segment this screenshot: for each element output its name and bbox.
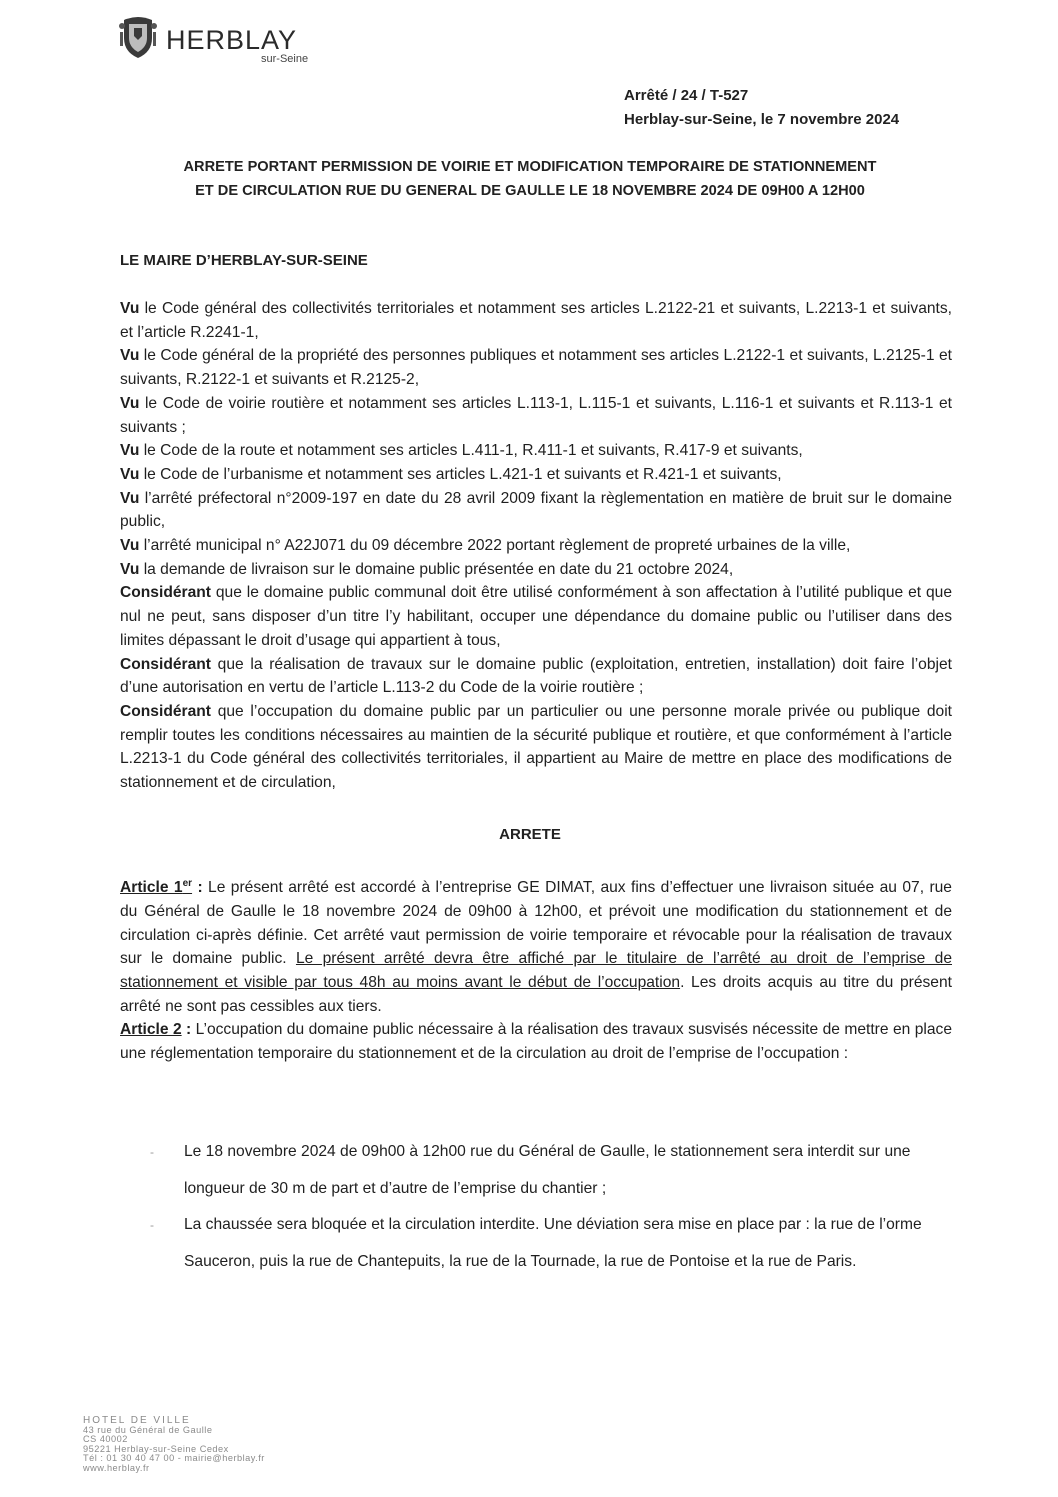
article-2-text: L’occupation du domaine public nécessaire à la réalisation des travaux susvisés nécessite de mettre en place une réglementation temporaire du stationnement et de la circulation au droit de l’emprise de l’occupation : [120,1021,953,1063]
consideration-lead: Vu [120,442,140,460]
consideration-text: le Code général des collectivités territoriales et notamment ses articles L.2122-21 et suivants, L.2213-1 et suivants, et l’article R.2241-1, [120,300,952,341]
decree-reference [624,84,899,132]
footer-line: www.herblay.fr [83,1462,150,1473]
list-item-text: La chaussée sera bloquée et la circulation interdite. Une déviation sera mise en place par : la rue de l’orme Sauceron, puis la rue de Chantepuits, la rue de la Tournade, la rue de Pontoise et la rue de Paris. [184,1216,922,1270]
consideration-item [120,463,952,487]
considerations [120,297,952,795]
consideration-lead: Vu [120,465,140,483]
consideration-item [120,558,952,582]
consideration-text: le Code de voirie routière et notamment ses articles L.113-1, L.115-1 et suivants, L.116-1 et suivants et R.113-1 et suivants ; [120,394,952,436]
list-item [150,1207,952,1280]
consideration-item [120,297,952,344]
consideration-text: que le domaine public communal doit être utilisé conformément à son affectation à l’utilité publique et que nul ne peut, sans disposer d’un titre l’y habilitant, occuper une dépendance du domaine public ou l’utiliser dans des limites dépassant le droit d’usage qui appartient à tous, [120,584,952,649]
consideration-text: l’arrêté préfectoral n°2009-197 en date du 28 avril 2009 fixant la règlementation en matière de bruit sur le domaine public, [120,489,952,531]
consideration-item [120,653,952,700]
logo-subtitle: sur-Seine [261,53,309,65]
decree-title-line-2: ET DE CIRCULATION RUE DU GENERAL DE GAULLE LE 18 NOVEMBRE 2024 DE 09H00 A 12H00 [195,183,865,199]
mayor-heading: LE MAIRE D’HERBLAY-SUR-SEINE [120,252,368,269]
bullet-dash-icon: - [150,1218,154,1232]
list-item-text: Le 18 novembre 2024 de 09h00 à 12h00 rue du Général de Gaulle, le stationnement sera interdit sur une longueur de 30 m de part et d’autre de l’emprise du chantier ; [184,1143,911,1197]
article-1-text: Le présent arrêté est accordé à l’entreprise GE DIMAT, aux fins d’effectuer une livraison située au 07, rue du Général de Gaulle le 18 novembre 2024 de 09h00 à 12h00, et prévoit une modification du stationnement et de circulation ci-après définie. Cet arrêté vaut permission de voirie temporaire et révocable pour la réalisation de travaux sur le domaine public. [120,879,952,968]
footer-line: Tél : 01 30 40 47 00 - mairie@herblay.fr [83,1453,265,1464]
consideration-text: que la réalisation de travaux sur le domaine public (exploitation, entretien, installation) doit faire l’objet d’une autorisation en vertu de l’article L.113-2 du Code de la voirie routière ; [120,655,952,697]
article-2-label: Article 2 [120,1021,182,1039]
consideration-text: la demande de livraison sur le domaine public présentée en date du 21 octobre 2024, [139,560,734,578]
consideration-item [120,581,952,652]
articles [120,872,952,1066]
consideration-text: le Code de la route et notamment ses articles L.411-1, R.411-1 et suivants, R.417-9 et suivants, [139,442,803,460]
footer-address [83,1416,265,1474]
consideration-lead: Vu [120,347,140,365]
crest-icon [118,14,158,60]
consideration-item [120,700,952,795]
decree-number: Arrêté / 24 / T-527 [624,87,749,104]
list-item [150,1134,952,1207]
consideration-item [120,534,952,558]
footer-line: 43 rue du Général de Gaulle [83,1424,213,1435]
article-1-tail: . Les droits acquis au titre du présent arrêté ne sont pas cessibles aux tiers. [120,974,952,1015]
footer-line: HOTEL DE VILLE [83,1415,191,1426]
footer-line: CS 40002 [83,1434,128,1445]
consideration-item [120,344,952,391]
decree-title [120,155,940,203]
article-2-colon: : [181,1021,192,1039]
consideration-lead: Considérant [120,584,211,602]
consideration-item [120,487,952,534]
measures-list [150,1134,952,1280]
decree-place-date: Herblay-sur-Seine, le 7 novembre 2024 [624,111,900,128]
consideration-item [120,392,952,439]
consideration-item [120,439,952,463]
consideration-lead: Considérant [120,655,211,673]
consideration-lead: Vu [120,560,140,578]
logo-name: HERBLAY [166,25,298,55]
article-2 [120,1018,952,1065]
article-1-label: Article 1er [120,878,193,897]
article-1-colon: : [192,879,203,897]
consideration-lead: Vu [120,537,140,555]
article-1-underlined: Le présent arrêté devra être affiché par le titulaire de l’arrêté au droit de l’emprise de stationnement et visible par tous 48h au moins avant le début de l’occupation [120,950,952,991]
consideration-text: le Code de l’urbanisme et notamment ses articles L.421-1 et suivants et R.421-1 et suivants, [139,465,782,483]
consideration-text: l’arrêté municipal n° A22J071 du 09 décembre 2022 portant règlement de propreté urbaines de la ville, [139,537,851,555]
consideration-lead: Considérant [120,702,211,720]
bullet-dash-icon: - [150,1145,154,1159]
consideration-text: que l’occupation du domaine public par un particulier ou une personne morale privée ou publique doit remplir toutes les conditions nécessaires au maintien de la sécurité publique et routière, et que conformément à l’article L.2213-1 du Code général des collectivités territoriales, il appartient au Maire de mettre en place des modifications de stationnement et de circulation, [120,702,952,792]
consideration-text: le Code général de la propriété des personnes publiques et notamment ses articles L.2122-1 et suivants, L.2125-1 et suivants, R.2122-1 et suivants et R.2125-2, [120,347,952,389]
herblay-logo [118,14,308,65]
consideration-lead: Vu [120,300,140,317]
article-1 [120,872,952,1018]
arrete-heading: ARRETE [499,826,561,843]
decree-title-line-1: ARRETE PORTANT PERMISSION DE VOIRIE ET MODIFICATION TEMPORAIRE DE STATIONNEMENT [183,159,877,175]
footer-line: 95221 Herblay-sur-Seine Cedex [83,1443,229,1454]
consideration-lead: Vu [120,489,140,507]
consideration-lead: Vu [120,394,140,412]
